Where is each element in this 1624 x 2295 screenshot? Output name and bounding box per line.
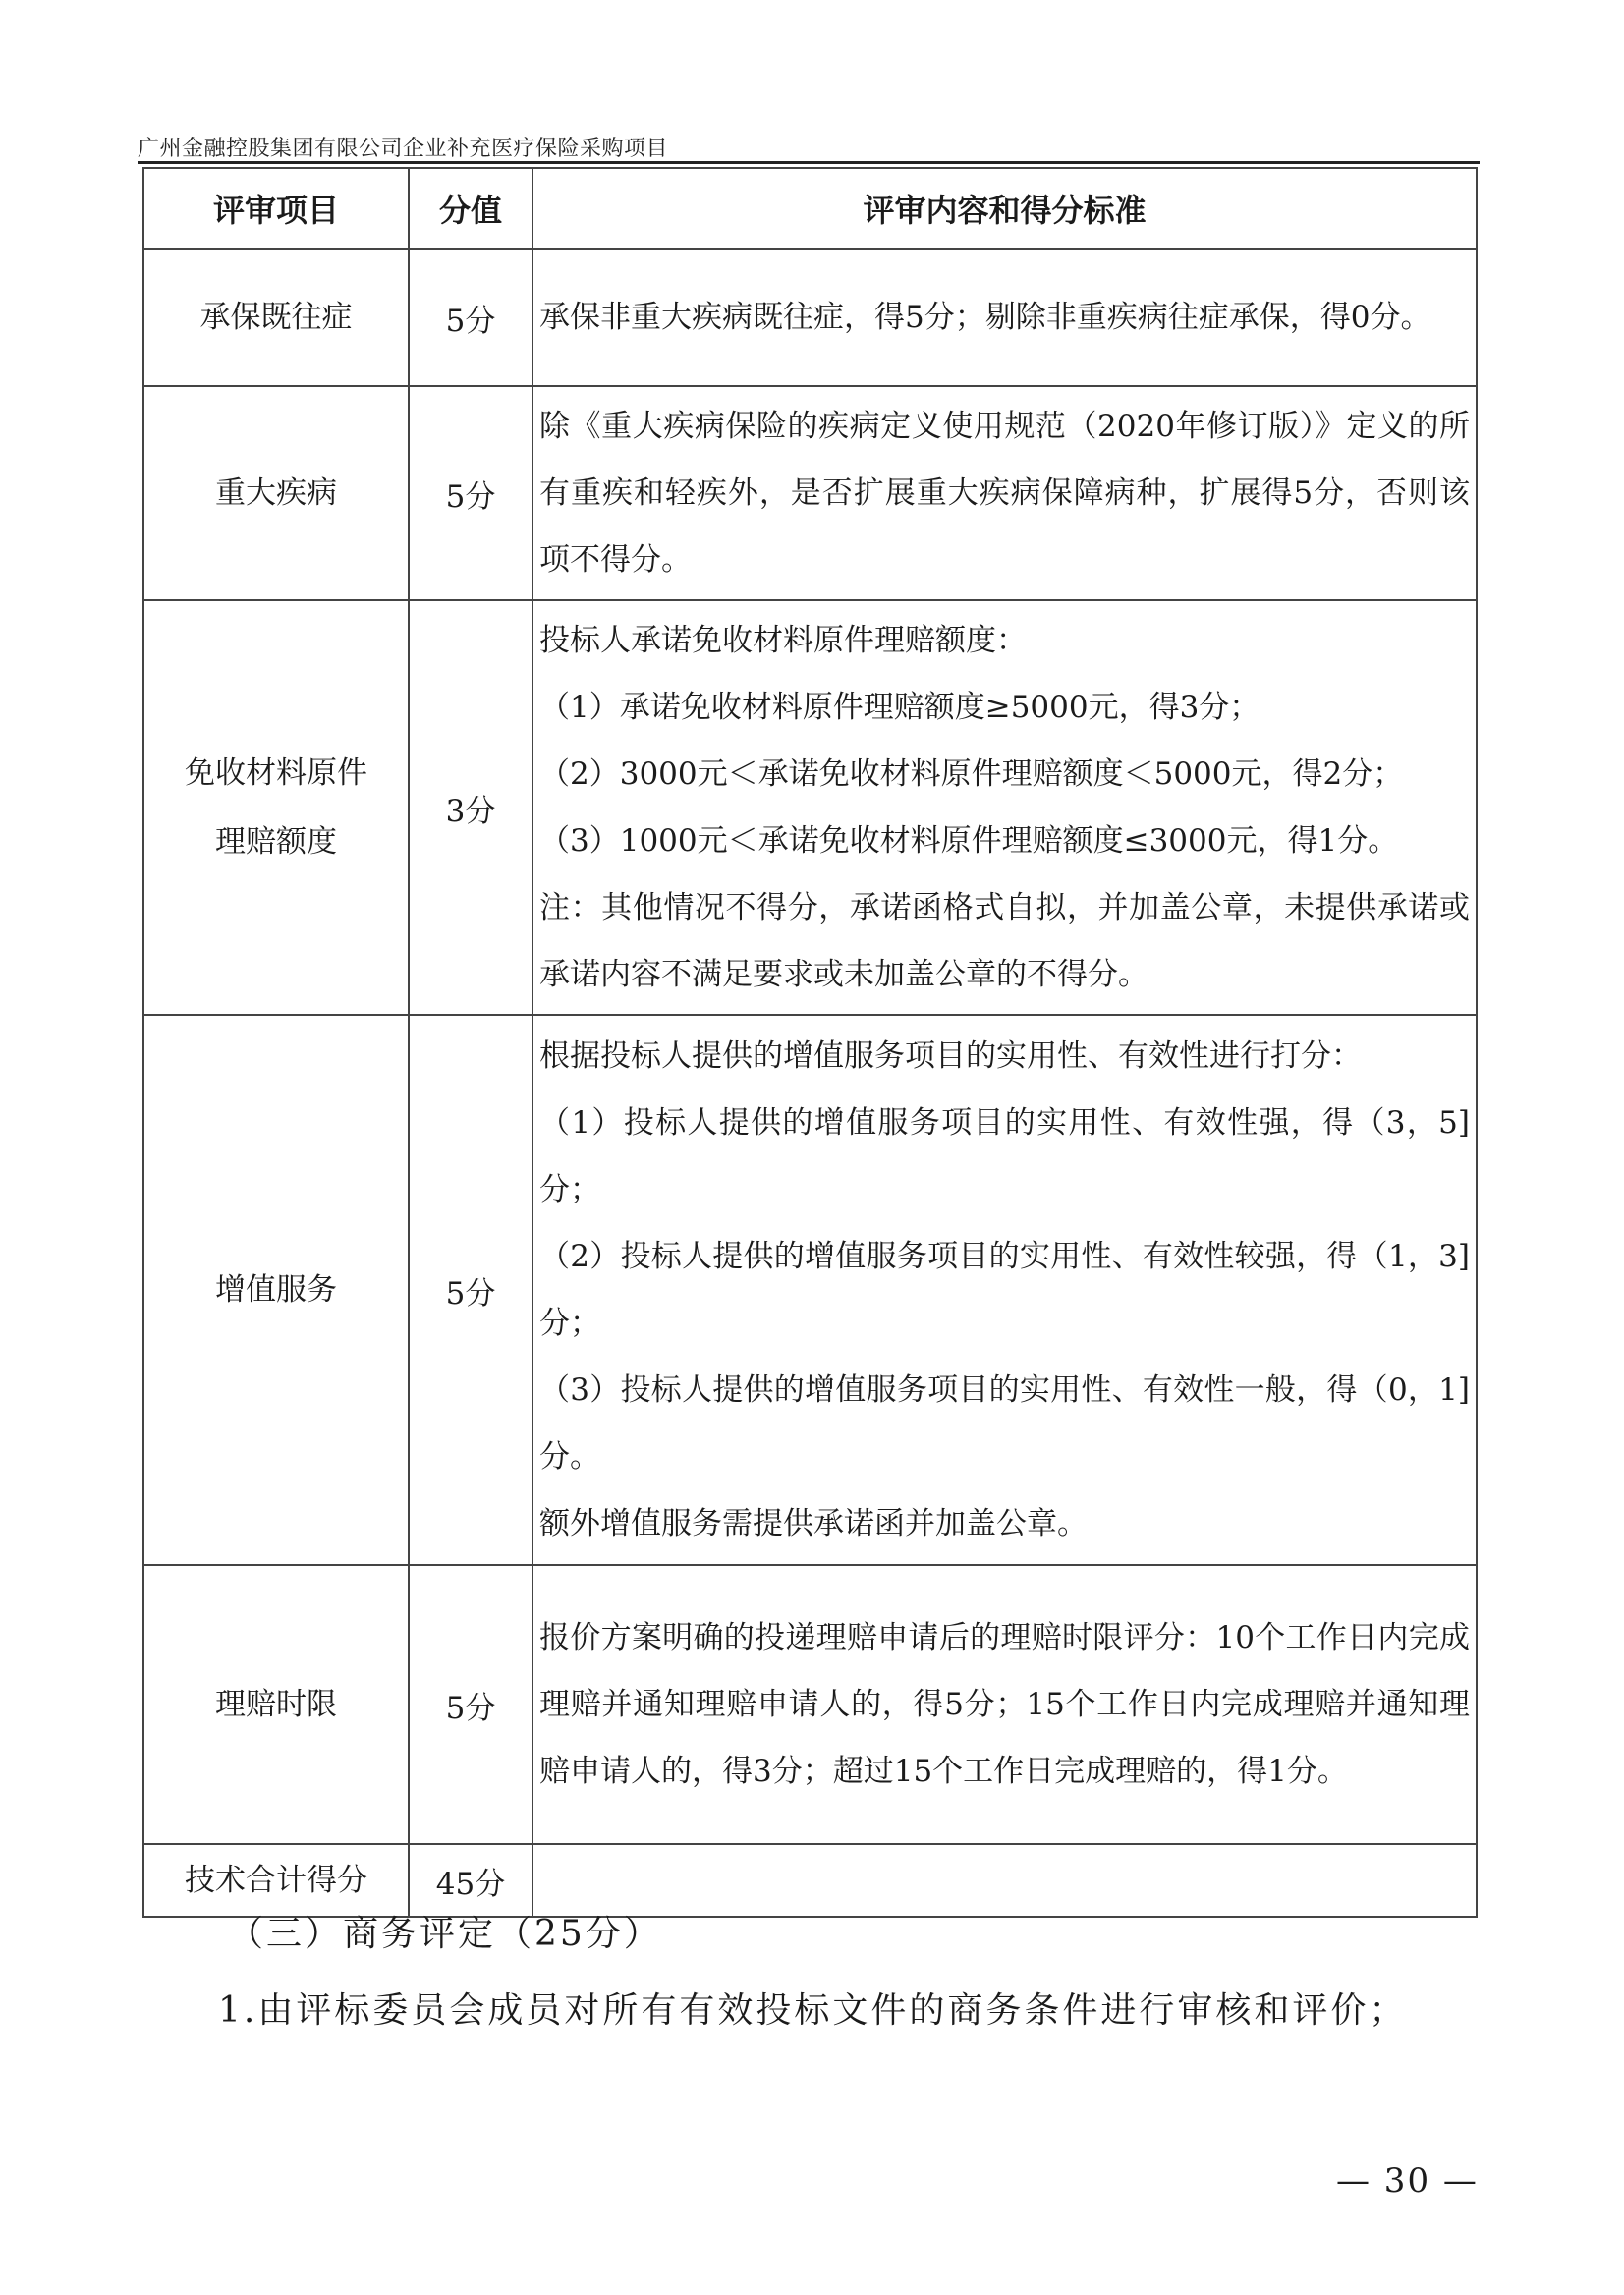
item-cell: 理赔时限 [143,1565,409,1844]
criteria-cell: 根据投标人提供的增值服务项目的实用性、有效性进行打分： （1）投标人提供的增值服务项目的实用性、有效性强，得（3，5]分； （2）投标人提供的增值服务项目的实用性、有效性较强，得（1，3]分； （3）投标人提供的增值服务项目的实用性、有效性一般，得（0，1]分。 额外增值服务需提供承诺函并加盖公章。 [532,1015,1477,1565]
score-cell: 5分 [409,1015,532,1565]
scoring-table [142,167,1478,1918]
item-cell: 承保既往症 [143,249,409,386]
item-cell: 增值服务 [143,1015,409,1565]
section-heading: （三）商务评定（25分） [228,1914,662,1954]
criteria-cell: 报价方案明确的投递理赔申请后的理赔时限评分：10个工作日内完成理赔并通知理赔申请人的，得5分；15个工作日内完成理赔并通知理赔申请人的，得3分；超过15个工作日完成理赔的，得1分。 [532,1565,1477,1844]
total-criteria-cell [532,1844,1477,1917]
table-row [143,249,1477,386]
table-row [143,386,1477,600]
total-label-cell: 技术合计得分 [143,1844,409,1917]
score-cell: 3分 [409,600,532,1015]
criteria-cell: 承保非重大疾病既往症，得5分；剔除非重疾病往症承保，得0分。 [532,249,1477,386]
score-cell: 5分 [409,1565,532,1844]
item-cell: 重大疾病 [143,386,409,600]
table-row [143,600,1477,1015]
table-header-row [143,168,1477,249]
column-header-item: 评审项目 [143,168,409,249]
body-paragraph: 1.由评标委员会成员对所有有效投标文件的商务条件进行审核和评价； [218,1990,1408,2031]
table-row [143,1565,1477,1844]
document-header: 广州金融控股集团有限公司企业补充医疗保险采购项目 [138,137,669,161]
total-score-cell: 45分 [409,1844,532,1917]
score-cell: 5分 [409,249,532,386]
criteria-cell: 投标人承诺免收材料原件理赔额度： （1）承诺免收材料原件理赔额度≥5000元，得3分； （2）3000元＜承诺免收材料原件理赔额度＜5000元，得2分； （3）1000元＜承诺免收材料原件理赔额度≤3000元，得1分。 注：其他情况不得分，承诺函格式自拟，并加盖公章，未提供承诺或承诺内容不满足要求或未加盖公章的不得分。 [532,600,1477,1015]
column-header-criteria: 评审内容和得分标准 [532,168,1477,249]
score-cell: 5分 [409,386,532,600]
page-number: — 30 — [1336,2161,1479,2201]
header-rule [138,161,1480,164]
column-header-score: 分值 [409,168,532,249]
item-cell: 免收材料原件 理赔额度 [143,600,409,1015]
table-row [143,1015,1477,1565]
criteria-cell: 除《重大疾病保险的疾病定义使用规范（2020年修订版）》定义的所有重疾和轻疾外，是否扩展重大疾病保障病种，扩展得5分，否则该项不得分。 [532,386,1477,600]
